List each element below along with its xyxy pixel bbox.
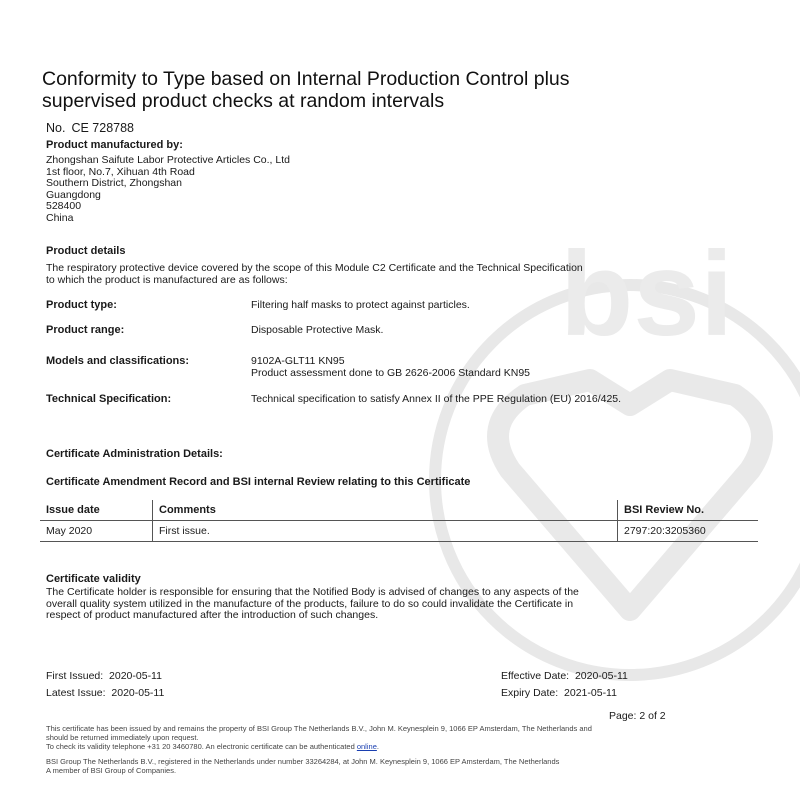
models-value: 9102A-GLT11 KN95 Product assessment done to GB 2626-2006 Standard KN95 — [251, 355, 531, 379]
page-indicator: Page: 2 of 2 — [609, 710, 666, 722]
validity-text: The Certificate holder is responsible for ensuring that the Notified Body is advised of changes to any aspects of the overall quality system utilized in the manufacture of the products, failure to do so could invalidate the Certificate in respect of product manufactured after the introduction of such changes. — [46, 586, 579, 621]
issue-dates-left — [46, 668, 164, 702]
technical-spec-label: Technical Specification: — [46, 393, 172, 405]
footer-legal: This certificate has been issued by and remains the property of BSI Group The Netherlands B.V., John M. Keynesplein 9, 1066 EP Amsterdam, The Netherlands and should be returned immediately upon request. To check its validity telephone +31 20 3460780. An electronic certificate can be authenticated online. — [46, 724, 776, 751]
amendment-table — [40, 500, 758, 542]
effective-date: Effective Date: 2020-05-11 — [501, 670, 628, 682]
issue-dates-right — [501, 668, 628, 702]
certificate-number: No. CE 728788 — [46, 121, 135, 135]
certificate-title: Conformity to Type based on Internal Production Control plus supervised product checks at random intervals — [42, 68, 570, 112]
footer-registration: BSI Group The Netherlands B.V., registered in the Netherlands under number 33264284, at John M. Keynesplein 9, 1066 EP Amsterdam, The Netherlands A member of BSI Group of Companies. — [46, 757, 560, 775]
col-issue-date: Issue date — [40, 500, 153, 521]
product-details-heading: Product details — [46, 245, 126, 257]
amendment-table-header — [40, 500, 758, 521]
amendment-heading: Certificate Amendment Record and BSI internal Review relating to this Certificate — [46, 476, 471, 488]
col-bsi-review-no: BSI Review No. — [618, 500, 759, 521]
manufacturer-heading: Product manufactured by: — [46, 139, 183, 151]
cell-comments: First issue. — [153, 521, 618, 542]
col-comments: Comments — [153, 500, 618, 521]
admin-heading: Certificate Administration Details: — [46, 448, 223, 460]
expiry-date: Expiry Date: 2021-05-11 — [501, 687, 617, 699]
product-type-value: Filtering half masks to protect against particles. — [251, 299, 470, 311]
product-range-value: Disposable Protective Mask. — [251, 324, 384, 336]
authenticate-online-link[interactable]: online — [356, 742, 377, 751]
validity-heading: Certificate validity — [46, 573, 141, 585]
cell-issue-date: May 2020 — [40, 521, 153, 542]
technical-spec-value: Technical specification to satisfy Annex II of the PPE Regulation (EU) 2016/425. — [251, 393, 622, 405]
manufacturer-address: Zhongshan Saifute Labor Protective Articles Co., Ltd 1st floor, No.7, Xihuan 4th Road Southern District, Zhongshan Guangdong 528400 China — [46, 154, 290, 224]
latest-issue: Latest Issue: 2020-05-11 — [46, 687, 165, 699]
models-label: Models and classifications: — [46, 355, 190, 367]
table-row — [40, 521, 758, 542]
bsi-logo-text: bsi — [560, 227, 734, 361]
footer-verify-line: To check its validity telephone +31 20 3460780. An electronic certificate can be authenticated online. — [46, 742, 379, 751]
product-type-label: Product type: — [46, 299, 117, 311]
cell-review-no: 2797:20:3205360 — [618, 521, 759, 542]
product-range-label: Product range: — [46, 324, 125, 336]
product-details-intro: The respiratory protective device covered by the scope of this Module C2 Certificate and the Technical Specification to which the product is manufactured are as follows: — [46, 262, 583, 286]
first-issued: First Issued: 2020-05-11 — [46, 670, 162, 682]
